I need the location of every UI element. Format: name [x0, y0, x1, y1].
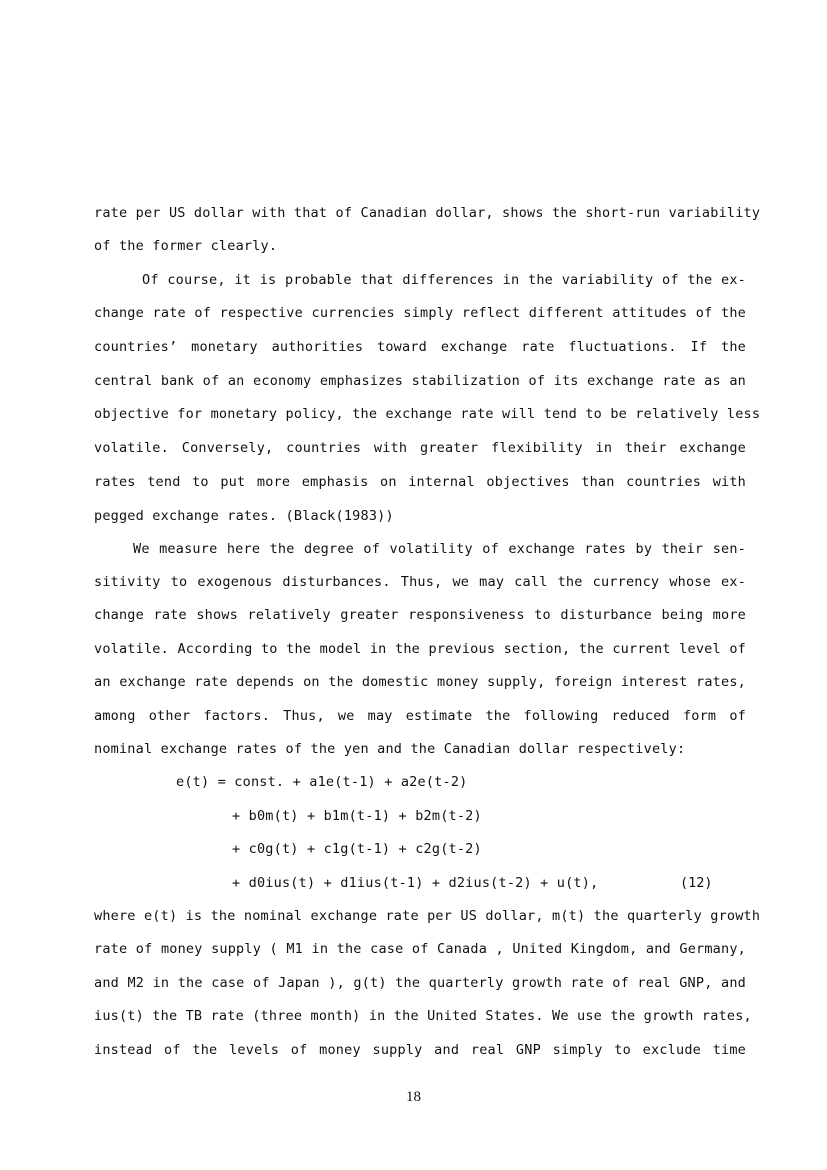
text-line: where e(t) is the nominal exchange rate per US dollar, m(t) the quarterly growth — [94, 908, 761, 924]
equation-line: + c0g(t) + c1g(t-1) + c2g(t-2) — [232, 841, 482, 857]
text-line: We measure here the degree of volatility of exchange rates by their sen- — [133, 541, 746, 557]
text-line: instead of the levels of money supply and real GNP simply to exclude time — [94, 1042, 746, 1058]
text-line: change rate shows relatively greater responsiveness to disturbance being more — [94, 607, 746, 623]
text-line: rates tend to put more emphasis on internal objectives than countries with — [94, 474, 746, 490]
text-line: ius(t) the TB rate (three month) in the United States. We use the growth rates, — [94, 1008, 752, 1024]
text-line: central bank of an economy emphasizes stabilization of its exchange rate as an — [94, 373, 746, 389]
text-line: Of course, it is probable that differences in the variability of the ex- — [142, 272, 746, 288]
text-line: objective for monetary policy, the exchange rate will tend to be relatively less — [94, 406, 761, 422]
text-line: and M2 in the case of Japan ), g(t) the quarterly growth rate of real GNP, and — [94, 975, 746, 991]
equation-line: e(t) = const. + a1e(t-1) + a2e(t-2) — [176, 774, 468, 790]
text-line: nominal exchange rates of the yen and the Canadian dollar respectively: — [94, 741, 686, 757]
text-line: countries’ monetary authorities toward exchange rate fluctuations. If the — [94, 339, 746, 355]
text-line: volatile. According to the model in the previous section, the current level of — [94, 641, 746, 657]
text-line: among other factors. Thus, we may estimate the following reduced form of — [94, 708, 746, 724]
text-line: an exchange rate depends on the domestic money supply, foreign interest rates, — [94, 674, 746, 690]
text-line: change rate of respective currencies simply reflect different attitudes of the — [94, 305, 746, 321]
page-number: 18 — [406, 1089, 421, 1105]
text-line: pegged exchange rates. (Black(1983)) — [94, 508, 394, 524]
text-line: of the former clearly. — [94, 238, 278, 254]
text-line: rate of money supply ( M1 in the case of Canada , United Kingdom, and Germany, — [94, 941, 746, 957]
equation-number: (12) — [680, 875, 713, 891]
equation-line: + b0m(t) + b1m(t-1) + b2m(t-2) — [232, 808, 482, 824]
text-line: rate per US dollar with that of Canadian dollar, shows the short-run variability — [94, 205, 761, 221]
equation-line: + d0ius(t) + d1ius(t-1) + d2ius(t-2) + u(t), — [232, 875, 599, 891]
text-line: sitivity to exogenous disturbances. Thus, we may call the currency whose ex- — [94, 574, 746, 590]
text-line: volatile. Conversely, countries with greater flexibility in their exchange — [94, 440, 746, 456]
